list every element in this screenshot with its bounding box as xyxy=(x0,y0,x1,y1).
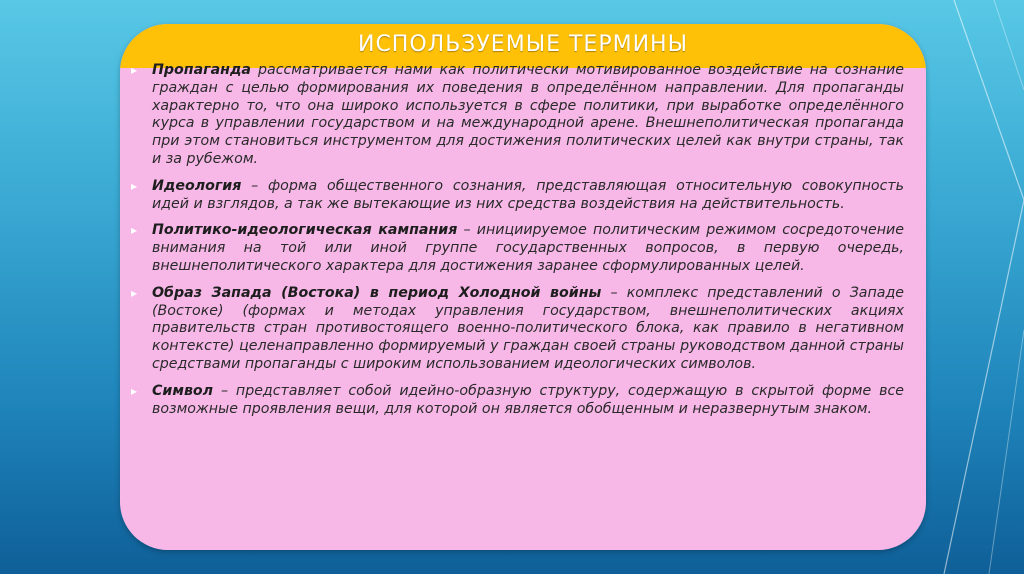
term-name: Идеология xyxy=(152,177,242,194)
term-item-campaign xyxy=(120,222,926,275)
term-item-ideology xyxy=(120,178,926,214)
terms-list xyxy=(120,62,926,427)
term-definition: – комплекс представлений о Западе (Востоке) (формах и методах управления государством, внешнеполитических акциях правительств стран противостоящего военно-политического блока, как правило в негативном контексте) целенаправленно формируемый у граждан своей страны руководством данной страны средствами пропаганды с широким использованием идеологических символов. xyxy=(152,284,904,372)
content-card xyxy=(120,24,926,550)
term-item-image-of-west xyxy=(120,285,926,374)
term-name: Образ Запада (Востока) в период Холодной войны xyxy=(152,284,602,301)
term-definition: – инициируемое политическим режимом сосредоточение внимания на той или иной группе государственных вопросов, в первую очередь, внешнеполитического характера для достижения заранее сформулированных целей. xyxy=(152,222,904,274)
term-definition: – форма общественного сознания, представляющая относительную совокупность идей и взглядов, а так же вытекающие из них средства воздействия на действительность. xyxy=(152,177,904,212)
term-definition: – представляет собой идейно-образную структуру, содержащую в скрытой форме все возможные проявления вещи, для которой он является обобщенным и неразвернутым знаком. xyxy=(152,382,904,417)
bullet-icon: ▸ xyxy=(131,63,138,77)
term-name: Символ xyxy=(152,382,214,399)
term-item-symbol xyxy=(120,383,926,419)
bullet-icon: ▸ xyxy=(131,383,138,398)
bullet-icon: ▸ xyxy=(131,223,138,238)
term-item-propaganda xyxy=(120,62,926,169)
slide-title: ИСПОЛЬЗУЕМЫЕ ТЕРМИНЫ xyxy=(357,32,688,57)
term-name: Политико-идеологическая кампания xyxy=(152,222,458,239)
bullet-icon: ▸ xyxy=(131,178,138,193)
bullet-icon: ▸ xyxy=(131,285,138,300)
term-name: Пропаганда xyxy=(152,62,251,78)
term-definition: рассматривается нами как политически мотивированное воздействие на сознание граждан с целью формирования их поведения в определённом направлении. Для пропаганды характерно то, что она широко используется в сфере политики, при выработке определённого курса в управлении государством и на международной арене. Внешнеполитическая пропаганда при этом становиться инструментом для достижения политических целей как внутри страны, так и за рубежом. xyxy=(152,62,904,167)
